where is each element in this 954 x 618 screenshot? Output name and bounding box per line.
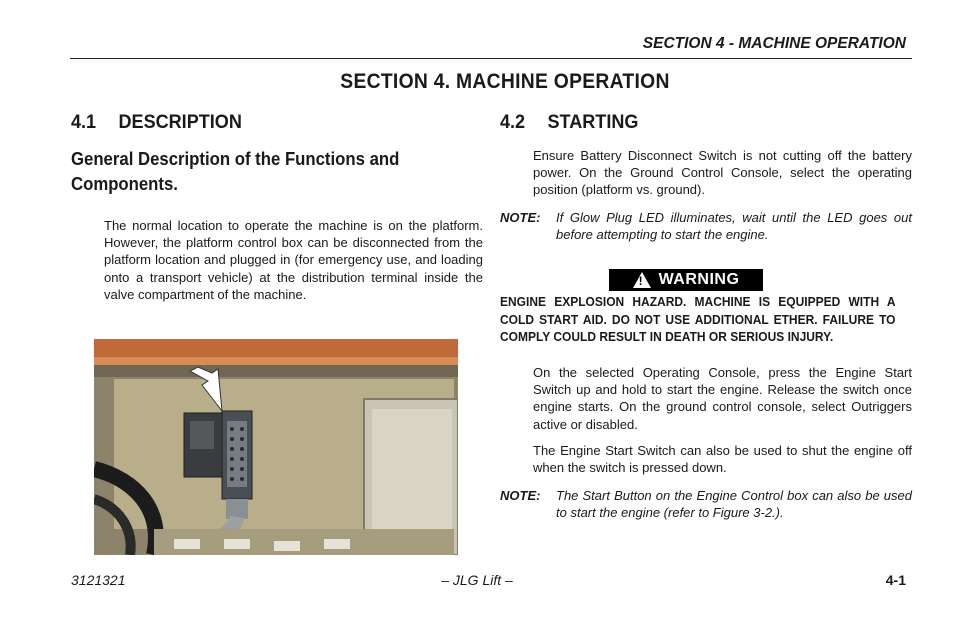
note-label: NOTE:: [500, 488, 541, 503]
distribution-terminal-photo: [94, 339, 458, 555]
note-text: If Glow Plug LED illuminates, wait until the LED goes out before attempting to start the engine.: [556, 210, 912, 243]
description-paragraph: The normal location to operate the machine is on the platform. However, the platform control box can be disconnected from the platform location and plugged in (for emergency use, and loading onto a transport vehicle) at the distribution terminal inside the valve compartment of the machine.: [104, 218, 483, 302]
heading-description: [71, 112, 242, 134]
note-start-button: [500, 487, 912, 523]
running-title: SECTION 4 - MACHINE OPERATION: [642, 35, 906, 52]
warning-triangle-icon: !: [633, 272, 651, 288]
starting-paragraph-3: The Engine Start Switch can also be used to shut the engine off when the switch is pressed down.: [533, 443, 912, 476]
heading-text: DESCRIPTION: [118, 112, 242, 133]
heading-text: STARTING: [547, 112, 639, 133]
warning-text: ENGINE EXPLOSION HAZARD. MACHINE IS EQUIPPED WITH A COLD START AID. DO NOT USE ADDITIONAL ETHER. FAILURE TO COMPLY COULD RESULT IN DEATH OR SERIOUS INJURY.: [500, 295, 896, 344]
note-text: The Start Button on the Engine Control box can also be used to start the engine (refer to Figure 3-2.).: [556, 488, 912, 521]
heading-number: 4.1: [71, 112, 97, 133]
heading-starting: [500, 112, 638, 134]
starting-paragraph-1: Ensure Battery Disconnect Switch is not cutting off the battery power. On the Ground Control Console, select the operating position (platform vs. ground).: [533, 148, 912, 198]
footer-page-number: 4-1: [885, 572, 906, 588]
heading-number: 4.2: [500, 112, 526, 133]
footer-center: – JLG Lift –: [441, 572, 513, 588]
subheading-general-description: General Description of the Functions and Components.: [71, 149, 400, 194]
section-title: SECTION 4. MACHINE OPERATION: [340, 70, 670, 93]
note-label: NOTE:: [500, 210, 541, 225]
starting-paragraph-2: On the selected Operating Console, press the Engine Start Switch up and hold to start the engine. Release the switch once engine starts. On the ground control console, select Outriggers active or disabled.: [533, 365, 912, 432]
running-header: [70, 30, 912, 59]
note-glow-plug: [500, 209, 912, 245]
footer-doc-number: 3121321: [71, 572, 126, 588]
warning-badge: [609, 269, 763, 291]
warning-label: WARNING: [658, 271, 740, 288]
